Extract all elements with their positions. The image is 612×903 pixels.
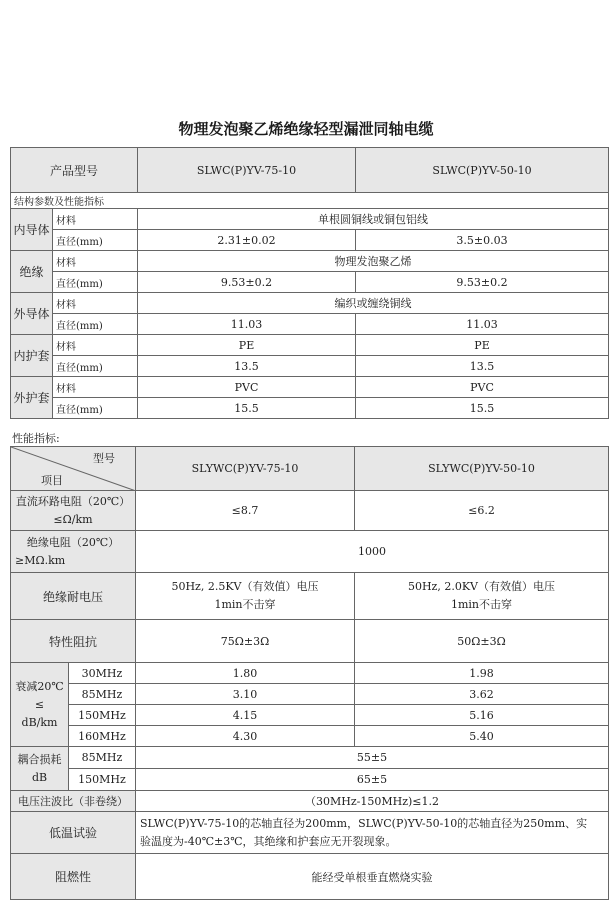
cell-col2: PVC [356, 377, 609, 398]
insulation-resistance-value: 1000 [136, 531, 609, 573]
low-temp-label: 低温试验 [11, 812, 136, 854]
cell-col2: 9.53±0.2 [356, 272, 609, 293]
dc-resistance-col1: ≤8.7 [136, 491, 355, 531]
row-label: 直径(mm) [53, 398, 138, 419]
cell-span: 单根圆铜线或铜包铝线 [138, 209, 609, 230]
structure-section-title: 结构参数及性能指标 [11, 193, 609, 209]
attenuation-freq: 30MHz [69, 663, 136, 684]
coupling-loss-label [11, 747, 69, 791]
withstand-col1-line2: 1min不击穿 [214, 598, 276, 611]
row-label: 直径(mm) [53, 272, 138, 293]
header-model-label: 型号 [93, 452, 115, 465]
dc-resistance-label-line2: ≤Ω/km [53, 512, 93, 526]
withstand-col1-line1: 50Hz, 2.5KV（有效值）电压 [171, 580, 319, 593]
insulation-resistance-label-line2: ≥MΩ.km [15, 553, 66, 567]
dc-resistance-label-line1: 直流环路电阻（20℃） [15, 494, 131, 508]
impedance-label: 特性阻抗 [11, 620, 136, 663]
flame-retardant-label: 阻燃性 [11, 854, 136, 900]
withstand-voltage-label: 绝缘耐电压 [11, 573, 136, 620]
header-item-label: 项目 [41, 474, 63, 487]
model-col2-header: SLWC(P)YV-50-10 [356, 148, 609, 193]
coupling-value: 55±5 [136, 747, 609, 769]
cell-span: 编织或缠绕铜线 [138, 293, 609, 314]
row-label: 直径(mm) [53, 314, 138, 335]
coupling-freq: 150MHz [69, 769, 136, 791]
attenuation-col2: 5.40 [355, 726, 609, 747]
cell-col1: 2.31±0.02 [138, 230, 356, 251]
coupling-loss-label-line1: 耦合损耗 [17, 752, 62, 766]
attenuation-col2: 1.98 [355, 663, 609, 684]
dc-resistance-col2: ≤6.2 [355, 491, 609, 531]
group-outer-conductor: 外导体 [11, 293, 53, 335]
row-label: 材料 [53, 251, 138, 272]
coupling-loss-label-line2: dB [31, 770, 48, 784]
structure-table [10, 147, 609, 419]
cell-col1: PVC [138, 377, 356, 398]
low-temp-text-line2: 验温度为-40℃±3℃，其绝缘和护套应无开裂现象。 [140, 834, 397, 848]
low-temp-text-line1: SLWC(P)YV-75-10的芯轴直径为200mm，SLWC(P)YV-50-10的芯轴直径为250mm、实 [140, 816, 588, 830]
attenuation-label-line1: 衰减20℃ [15, 679, 64, 693]
row-label: 直径(mm) [53, 230, 138, 251]
impedance-col1: 75Ω±3Ω [136, 620, 355, 663]
product-model-header: 产品型号 [11, 148, 138, 193]
attenuation-freq: 85MHz [69, 684, 136, 705]
low-temp-text [136, 812, 609, 854]
cell-col1: 15.5 [138, 398, 356, 419]
row-label: 材料 [53, 293, 138, 314]
attenuation-col2: 5.16 [355, 705, 609, 726]
diagonal-line [11, 447, 136, 491]
cell-span: 物理发泡聚乙烯 [138, 251, 609, 272]
attenuation-freq: 150MHz [69, 705, 136, 726]
model-col1-header: SLYWC(P)YV-75-10 [136, 447, 355, 491]
attenuation-freq: 160MHz [69, 726, 136, 747]
attenuation-label [11, 663, 69, 747]
attenuation-col1: 1.80 [136, 663, 355, 684]
row-label: 材料 [53, 377, 138, 398]
insulation-resistance-label [11, 531, 136, 573]
cell-col2: 15.5 [356, 398, 609, 419]
group-insulation: 绝缘 [11, 251, 53, 293]
impedance-col2: 50Ω±3Ω [355, 620, 609, 663]
withstand-col2-line2: 1min不击穿 [450, 598, 513, 611]
group-inner-conductor: 内导体 [11, 209, 53, 251]
attenuation-col1: 4.15 [136, 705, 355, 726]
cell-col2: 3.5±0.03 [356, 230, 609, 251]
insulation-resistance-label-line1: 绝缘电阻（20℃） [26, 535, 120, 549]
attenuation-col1: 3.10 [136, 684, 355, 705]
row-label: 材料 [53, 209, 138, 230]
attenuation-label-line2: ≤ [34, 697, 45, 711]
group-inner-sheath: 内护套 [11, 335, 53, 377]
cell-col1: 13.5 [138, 356, 356, 377]
withstand-col2 [355, 573, 609, 620]
diagonal-header-cell [11, 447, 136, 491]
row-label: 直径(mm) [53, 356, 138, 377]
page-title: 物理发泡聚乙烯绝缘轻型漏泄同轴电缆 [178, 120, 434, 138]
cell-col2: PE [356, 335, 609, 356]
attenuation-col1: 4.30 [136, 726, 355, 747]
cell-col1: 9.53±0.2 [138, 272, 356, 293]
attenuation-label-line3: dB/km [21, 715, 58, 729]
cell-col2: 13.5 [356, 356, 609, 377]
coupling-freq: 85MHz [69, 747, 136, 769]
model-col2-header: SLYWC(P)YV-50-10 [355, 447, 609, 491]
coupling-value: 65±5 [136, 769, 609, 791]
dc-resistance-label [11, 491, 136, 531]
model-col1-header: SLWC(P)YV-75-10 [138, 148, 356, 193]
row-label: 材料 [53, 335, 138, 356]
group-outer-sheath: 外护套 [11, 377, 53, 419]
cell-col1: 11.03 [138, 314, 356, 335]
withstand-col1 [136, 573, 355, 620]
performance-table [10, 446, 609, 900]
performance-section-title: 性能指标: [12, 432, 60, 445]
flame-retardant-value: 能经受单根垂直燃烧实验 [136, 854, 609, 900]
vswr-label: 电压注波比（非卷绕） [11, 791, 136, 812]
cell-col1: PE [138, 335, 356, 356]
cell-col2: 11.03 [356, 314, 609, 335]
vswr-value: （30MHz-150MHz)≤1.2 [136, 791, 609, 812]
withstand-col2-line1: 50Hz, 2.0KV（有效值）电压 [407, 580, 556, 593]
attenuation-col2: 3.62 [355, 684, 609, 705]
